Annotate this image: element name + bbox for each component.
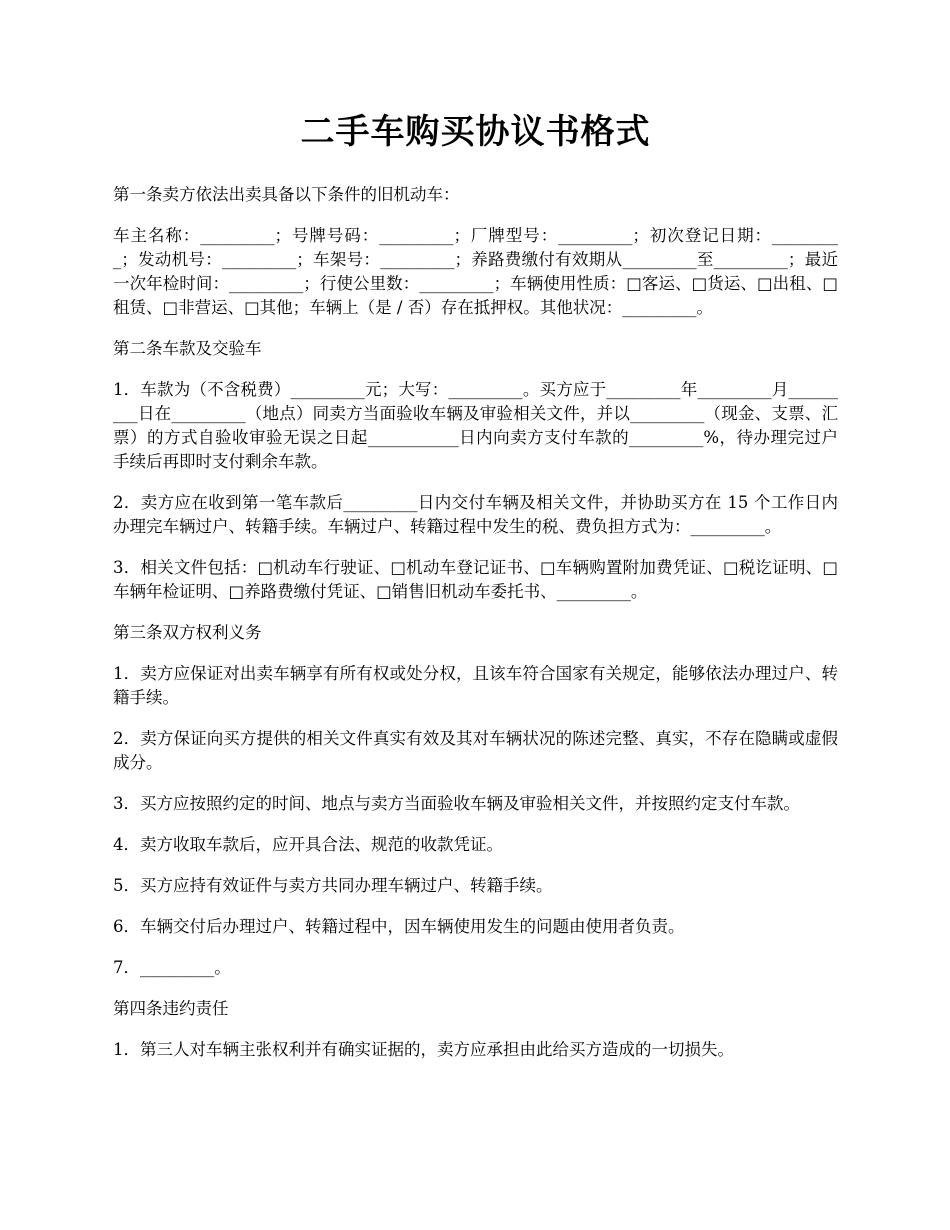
article-3-clause-4: 4．卖方收取车款后，应开具合法、规范的收款凭证。: [113, 834, 503, 854]
article-2-clause-2: 2．卖方应在收到第一笔车款后_________日内交付车辆及相关文件，并协助买方在 15 个工作日内办理完车辆过户、转籍手续。车辆过户、转籍过程中发生的税、费负担方式为：_________。: [113, 492, 838, 536]
article-3-clause-7: 7．_________。: [113, 957, 231, 977]
article-3-clause-6: 6．车辆交付后办理过户、转籍过程中，因车辆使用发生的问题由使用者负责。: [113, 916, 685, 936]
article-4-heading: 第四条违约责任: [113, 998, 229, 1018]
article-3-clause-1: 1．卖方应保证对出卖车辆享有所有权或处分权，且该车符合国家有关规定，能够依法办理过户、转籍手续。: [113, 663, 838, 707]
article-4-clause-1: 1．第三人对车辆主张权利并有确实证据的，卖方应承担由此给买方造成的一切损失。: [113, 1039, 734, 1059]
article-2-clause-1: 1．车款为（不含税费）_________元；大写：_________。买方应于_________年_________月_________日在_________（地点）同卖方当面验收车辆及审验相关文件，并以_________（现金、支票、汇票）的方式自验收审验无误之日起___________日内向卖方支付车款的_________%，待办理完过户手续后再即时支付剩余车款。: [113, 379, 838, 471]
article-3-clause-2: 2．卖方保证向买方提供的相关文件真实有效及其对车辆状况的陈述完整、真实，不存在隐瞒或虚假成分。: [113, 728, 838, 772]
article-2-clause-3: 3．相关文件包括：□机动车行驶证、□机动车登记证书、□车辆购置附加费凭证、□税讫证明、□车辆年检证明、□养路费缴付凭证、□销售旧机动车委托书、_________。: [113, 557, 838, 601]
document-page: [113, 112, 838, 1079]
document-title: 二手车购买协议书格式: [300, 112, 651, 152]
vehicle-info-paragraph: 车主名称：_________；号牌号码：_________；厂牌型号：_________；初次登记日期：_________；发动机号：_________；车架号：_________；养路费缴付有效期从_________至_________；最近一次年检时间：_________；行使公里数：_________；车辆使用性质：□客运、□货运、□出租、□租赁、□非营运、□其他；车辆上（是 / 否）存在抵押权。其他状况：_________。: [113, 225, 838, 317]
article-2-heading: 第二条车款及交验车: [113, 338, 262, 358]
article-3-clause-5: 5．买方应持有效证件与卖方共同办理车辆过户、转籍手续。: [113, 875, 553, 895]
article-3-heading: 第三条双方权利义务: [113, 622, 262, 642]
article-1-heading: 第一条卖方依法出卖具备以下条件的旧机动车：: [113, 184, 460, 204]
article-3-clause-3: 3．买方应按照约定的时间、地点与卖方当面验收车辆及审验相关文件，并按照约定支付车款。: [113, 793, 800, 813]
